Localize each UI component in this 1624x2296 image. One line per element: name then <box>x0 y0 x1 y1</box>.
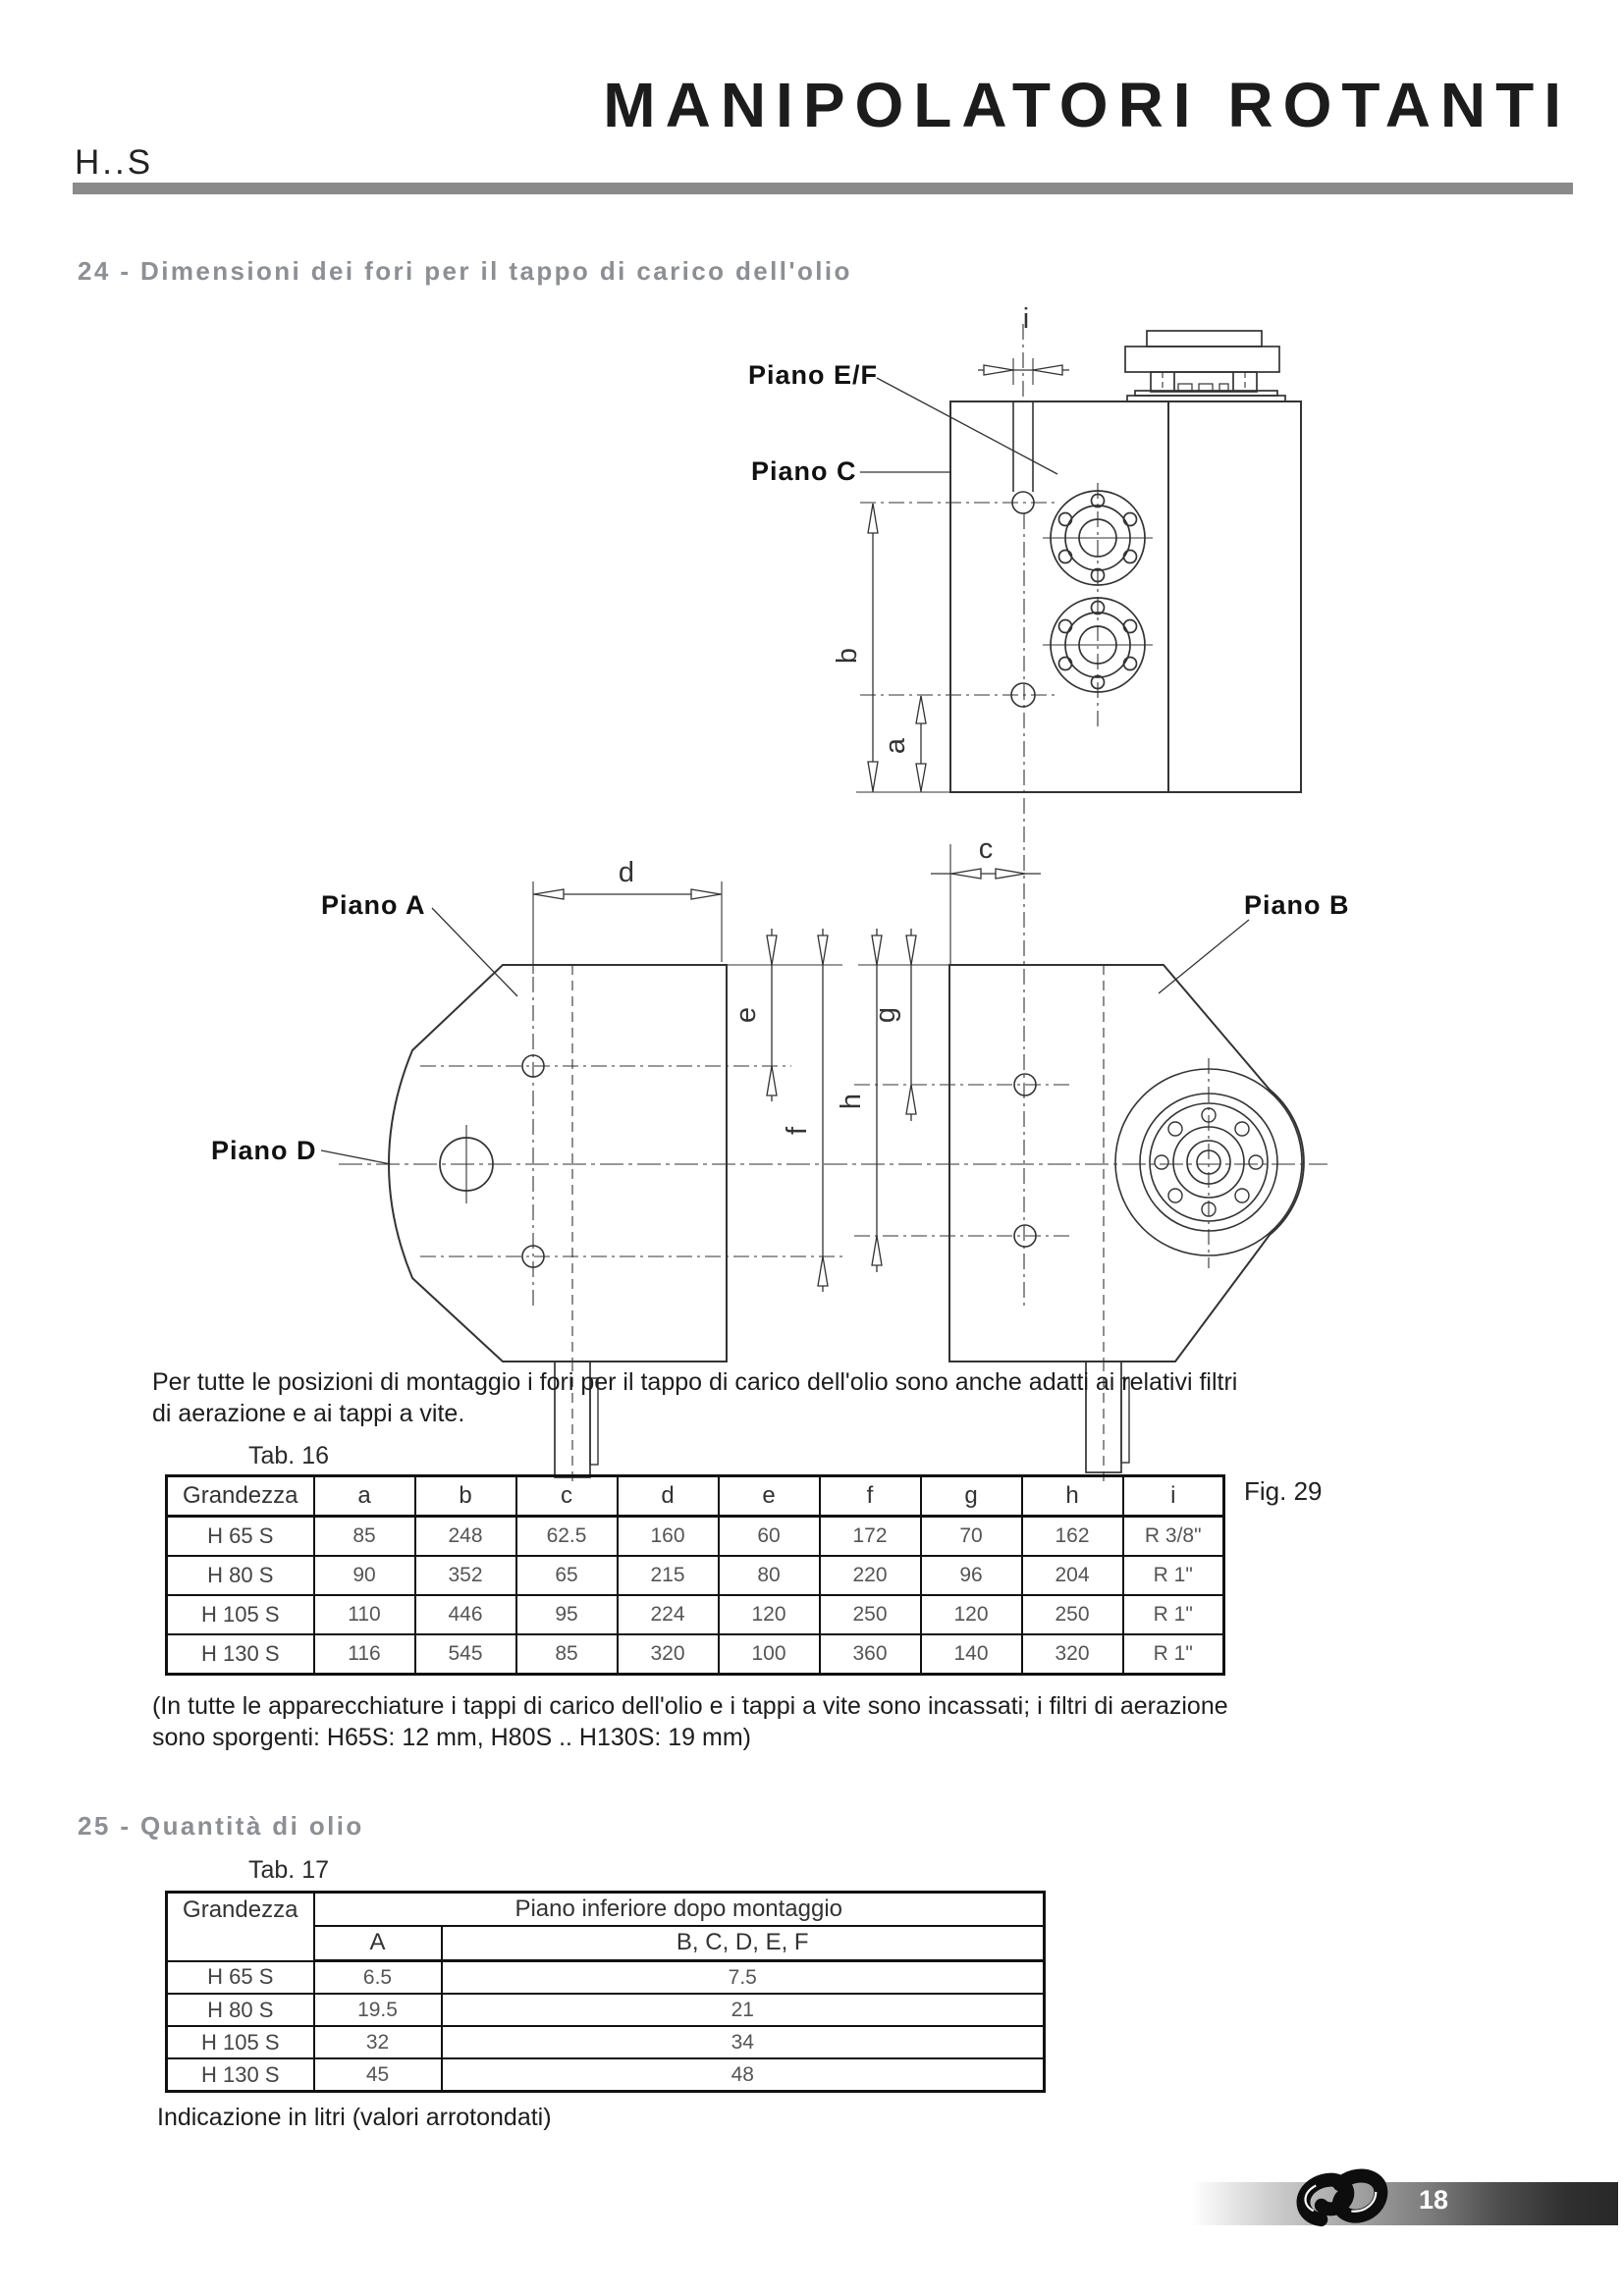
col-header: i <box>1123 1476 1224 1517</box>
cell: 62.5 <box>516 1517 618 1557</box>
cell: R 1" <box>1123 1634 1224 1675</box>
col-header: A <box>314 1926 442 1961</box>
cell: 320 <box>1022 1634 1123 1675</box>
breather-cap <box>1125 331 1285 401</box>
technical-drawing-fig29 <box>0 294 1624 1522</box>
row-label: H 130 S <box>167 2058 314 2092</box>
upper-view-body <box>950 401 1301 792</box>
footer-gradient-bar <box>1193 2182 1618 2225</box>
dim-a-label: a <box>880 737 911 755</box>
row-label: H 80 S <box>167 1556 314 1595</box>
col-header: b <box>415 1476 516 1517</box>
cell: R 3/8" <box>1123 1517 1224 1557</box>
table-row <box>167 2058 1045 2092</box>
table-row <box>167 1517 1224 1557</box>
cell: 65 <box>516 1556 618 1595</box>
cell: 120 <box>921 1595 1022 1634</box>
col-header: B, C, D, E, F <box>442 1926 1045 1961</box>
cell: 204 <box>1022 1556 1123 1595</box>
cell: 45 <box>314 2058 442 2092</box>
section-24-heading: 24 - Dimensioni dei fori per il tappo di carico dell'olio <box>78 256 852 286</box>
span-header: Piano inferiore dopo montaggio <box>314 1893 1045 1926</box>
paragraph-line: (In tutte le apparecchiature i tappi di carico dell'olio e i tappi a vite sono incassati; i filtri di aerazione <box>152 1692 1228 1720</box>
table17-label: Tab. 17 <box>248 1856 330 1884</box>
cell: 320 <box>618 1634 719 1675</box>
page-title: MANIPOLATORI ROTANTI <box>603 70 1571 140</box>
cell: 215 <box>618 1556 719 1595</box>
cell: 352 <box>415 1556 516 1595</box>
cell: 172 <box>820 1517 921 1557</box>
cell: 85 <box>314 1517 415 1557</box>
row-label: H 105 S <box>167 2026 314 2058</box>
row-label: H 105 S <box>167 1595 314 1634</box>
row-label: H 65 S <box>167 1517 314 1557</box>
table-dimensions <box>165 1474 1225 1676</box>
cell: 160 <box>618 1517 719 1557</box>
leader-lines <box>321 378 1249 1164</box>
table-row <box>167 1961 1045 1995</box>
plane-b-label: Piano B <box>1244 890 1350 920</box>
corner-header: Grandezza <box>167 1893 314 1961</box>
plane-ef-label: Piano E/F <box>748 360 879 390</box>
table-header-row <box>167 1893 1045 1926</box>
paragraph-line: sono sporgenti: H65S: 12 mm, H80S .. H130S: 19 mm) <box>152 1724 751 1751</box>
dim-d-label: d <box>618 857 635 888</box>
col-header: c <box>516 1476 618 1517</box>
dim-c-label: c <box>978 833 994 865</box>
row-label: H 130 S <box>167 1634 314 1675</box>
cell: 446 <box>415 1595 516 1634</box>
cell: 96 <box>921 1556 1022 1595</box>
cell: 80 <box>719 1556 820 1595</box>
paragraph-line: di aerazione e ai tappi a vite. <box>152 1400 465 1427</box>
section-25-heading: 25 - Quantità di olio <box>78 1811 364 1841</box>
col-header: h <box>1022 1476 1123 1517</box>
table-row <box>167 1556 1224 1595</box>
cell: 248 <box>415 1517 516 1557</box>
table-oil-quantity <box>165 1891 1046 2093</box>
cell: 224 <box>618 1595 719 1634</box>
col-header: a <box>314 1476 415 1517</box>
dim-i-label: i <box>1022 303 1030 335</box>
page-number: 18 <box>1418 2185 1449 2215</box>
paragraph-note-plugs <box>152 1690 1228 1753</box>
table-row <box>167 2026 1045 2058</box>
cell: 140 <box>921 1634 1022 1675</box>
plane-c-label: Piano C <box>751 456 857 486</box>
paragraph-line: Per tutte le posizioni di montaggio i fori per il tappo di carico dell'olio sono anche adatti ai relativi filtri <box>152 1368 1238 1396</box>
cell: 48 <box>442 2058 1045 2092</box>
plane-a-label: Piano A <box>321 890 426 920</box>
liters-note: Indicazione in litri (valori arrotondati) <box>157 2104 552 2131</box>
table-row <box>167 1634 1224 1675</box>
upper-view-dimensions <box>873 370 1069 874</box>
cell: 6.5 <box>314 1961 442 1995</box>
dim-f-label: f <box>782 1126 813 1136</box>
cell: 250 <box>1022 1595 1123 1634</box>
row-label: H 80 S <box>167 1994 314 2026</box>
cell: 162 <box>1022 1517 1123 1557</box>
cell: 110 <box>314 1595 415 1634</box>
col-header: f <box>820 1476 921 1517</box>
model-code: H..S <box>75 143 154 182</box>
table-header-row <box>167 1476 1224 1517</box>
table-row <box>167 1994 1045 2026</box>
cell: 21 <box>442 1994 1045 2026</box>
plane-d-label: Piano D <box>211 1136 317 1165</box>
cell: 120 <box>719 1595 820 1634</box>
cell: 7.5 <box>442 1961 1045 1995</box>
figure-caption: Fig. 29 <box>1244 1476 1323 1506</box>
cell: 34 <box>442 2026 1045 2058</box>
row-label: H 65 S <box>167 1961 314 1995</box>
col-header: g <box>921 1476 1022 1517</box>
cell: 70 <box>921 1517 1022 1557</box>
cell: 60 <box>719 1517 820 1557</box>
dim-g-label: g <box>870 1006 901 1024</box>
col-header: Grandezza <box>167 1476 314 1517</box>
dim-e-label: e <box>731 1006 762 1024</box>
col-header: d <box>618 1476 719 1517</box>
cell: 220 <box>820 1556 921 1595</box>
dim-h-label: h <box>836 1093 867 1110</box>
cell: 250 <box>820 1595 921 1634</box>
cell: 95 <box>516 1595 618 1634</box>
cell: 32 <box>314 2026 442 2058</box>
dim-b-label: b <box>832 647 863 665</box>
cell: 545 <box>415 1634 516 1675</box>
cell: 116 <box>314 1634 415 1675</box>
upper-view-centerlines <box>856 324 1058 1306</box>
lower-arrowheads <box>534 889 916 1286</box>
cell: R 1" <box>1123 1595 1224 1634</box>
col-header: e <box>719 1476 820 1517</box>
paragraph-oil-filler <box>152 1366 1237 1429</box>
upper-flanges <box>1043 483 1153 731</box>
table-row <box>167 1595 1224 1634</box>
cell: 360 <box>820 1634 921 1675</box>
cell: R 1" <box>1123 1556 1224 1595</box>
cell: 100 <box>719 1634 820 1675</box>
table16-label: Tab. 16 <box>248 1442 330 1469</box>
cell: 19.5 <box>314 1994 442 2026</box>
brand-knot-logo-icon <box>1288 2163 1396 2235</box>
cell: 85 <box>516 1634 618 1675</box>
cell: 90 <box>314 1556 415 1595</box>
header-rule <box>73 183 1573 194</box>
